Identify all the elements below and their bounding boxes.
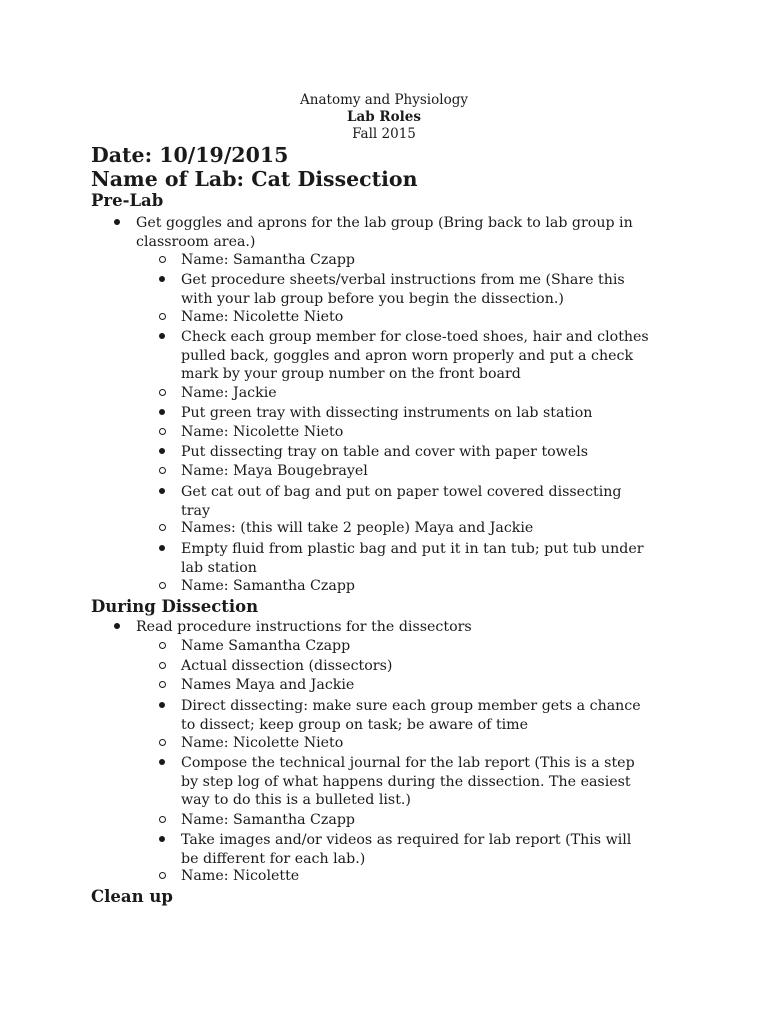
bullet-disc-icon [159,404,165,423]
list-item: Name: Nicolette Nieto [181,309,344,325]
bullet-disc-icon [159,443,165,462]
list-item: Put dissecting tray on table and cover with paper towels [181,444,589,460]
bullet-circle-icon [159,867,166,886]
list-item: Name: Nicolette Nieto [181,424,344,440]
list-item: Put green tray with dissecting instruments on lab station [181,405,593,421]
bullet-circle-icon [159,308,166,327]
list-item: Name: Samantha Czapp [181,252,355,268]
list-item: Name: Samantha Czapp [181,578,355,594]
list-item: Get procedure sheets/verbal instructions from me (Share this with your lab group before you begin the dissection.) [181,272,625,307]
section-heading-during: During Dissection [91,597,259,616]
list-item: Actual dissection (dissectors) [181,658,393,674]
bullet-circle-icon [159,657,166,676]
bullet-circle-icon [159,811,166,830]
section-heading-cleanup: Clean up [91,887,173,906]
bullet-disc-icon [159,483,165,502]
list-item: Name Samantha Czapp [181,638,351,654]
list-item: Empty fluid from plastic bag and put it in tan tub; put tub under lab station [181,541,644,576]
list-item: Name: Nicolette [181,868,300,884]
bullet-circle-icon [159,423,166,442]
list-item: Direct dissecting: make sure each group member gets a chance to dissect; keep group on task; be aware of time [181,698,641,733]
list-item: Name: Maya Bougebrayel [181,463,368,479]
bullet-disc-icon [159,831,165,850]
list-item: Take images and/or videos as required for lab report (This will be different for each lab.) [181,832,632,867]
bullet-circle-icon [159,519,166,538]
list-item: Name: Samantha Czapp [181,812,355,828]
bullet-disc-icon [114,618,120,637]
bullet-disc-icon [159,754,165,773]
list-item: Get cat out of bag and put on paper towel covered dissecting tray [181,484,622,519]
bullet-circle-icon [159,251,166,270]
term-label: Fall 2015 [352,126,416,142]
bullet-disc-icon [159,271,165,290]
bullet-circle-icon [159,384,166,403]
list-item: Get goggles and aprons for the lab group (Bring back to lab group in classroom area.) [136,215,633,250]
list-item: Name: Jackie [181,385,277,401]
document-title: Lab Roles [347,109,421,125]
bullet-disc-icon [159,540,165,559]
list-item: Compose the technical journal for the lab report (This is a step by step log of what happens during the dissection. The easiest way to do this is a bulleted list.) [181,755,635,808]
bullet-disc-icon [159,328,165,347]
bullet-disc-icon [159,697,165,716]
course-title: Anatomy and Physiology [300,92,468,108]
bullet-circle-icon [159,637,166,656]
bullet-circle-icon [159,676,166,695]
list-item: Name: Nicolette Nieto [181,735,344,751]
section-heading-prelab: Pre-Lab [91,191,164,210]
date-heading: Date: 10/19/2015 [91,143,289,167]
lab-name-heading: Name of Lab: Cat Dissection [91,167,418,191]
bullet-circle-icon [159,462,166,481]
bullet-circle-icon [159,577,166,596]
bullet-circle-icon [159,734,166,753]
list-item: Names Maya and Jackie [181,677,355,693]
list-item: Check each group member for close-toed shoes, hair and clothes pulled back, goggles and apron worn properly and put a check mark by your group number on the front board [181,329,649,382]
list-item: Read procedure instructions for the dissectors [136,619,472,635]
bullet-disc-icon [114,214,120,233]
list-item: Names: (this will take 2 people) Maya and Jackie [181,520,534,536]
